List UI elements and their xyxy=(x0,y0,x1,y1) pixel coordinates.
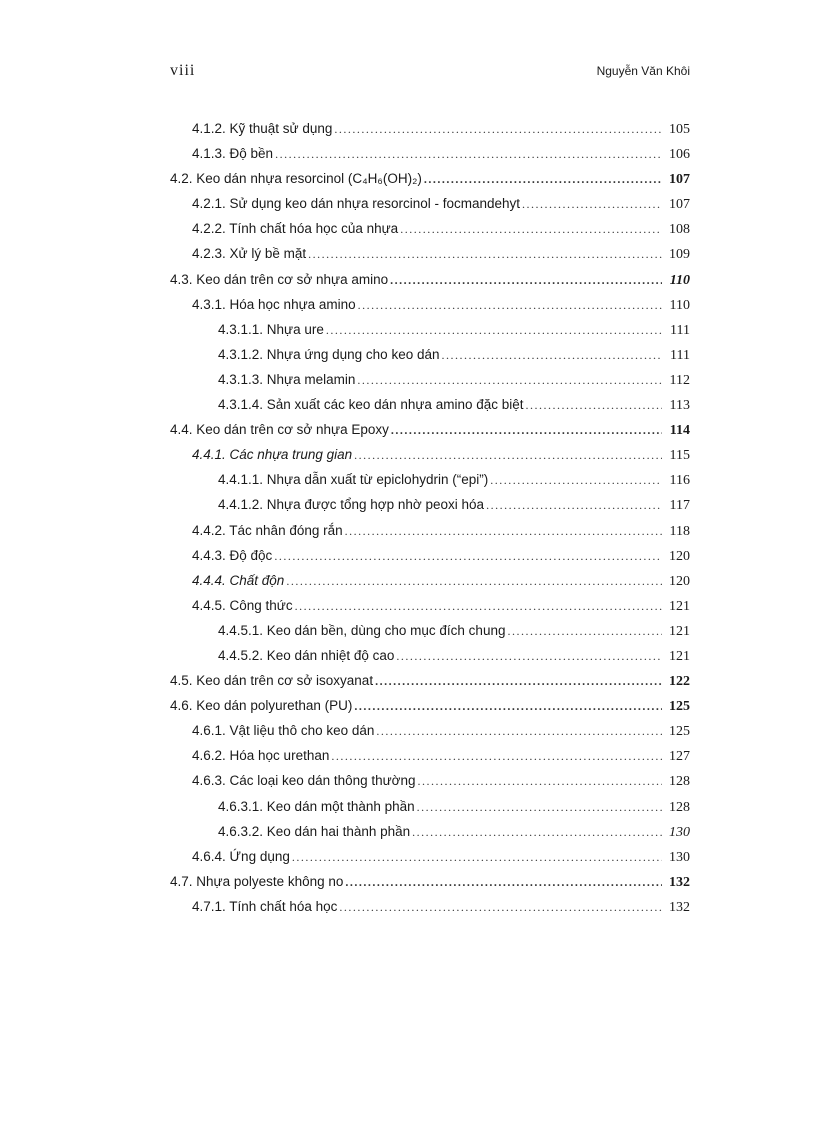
toc-entry-label: 4.3.1.3. Nhựa melamin xyxy=(218,371,356,387)
toc-entry-label: 4.7.1. Tính chất hóa học xyxy=(192,898,338,914)
toc-entry-page: 120 xyxy=(669,548,690,564)
toc-entry-page: 125 xyxy=(669,699,690,715)
toc-entry[interactable] xyxy=(170,116,690,141)
toc-entry-page: 127 xyxy=(669,749,690,765)
toc-entry-label: 4.6.3. Các loại keo dán thông thường xyxy=(192,773,416,789)
toc-entry-page: 112 xyxy=(669,372,690,388)
toc-entry-page: 121 xyxy=(669,623,690,639)
table-of-contents xyxy=(170,116,690,919)
toc-entry-page: 113 xyxy=(669,398,690,414)
toc-entry[interactable] xyxy=(170,417,690,442)
dot-leader xyxy=(424,167,662,192)
toc-entry[interactable] xyxy=(170,442,690,467)
toc-entry[interactable] xyxy=(170,267,690,292)
toc-entry[interactable] xyxy=(170,216,690,241)
toc-entry-page: 132 xyxy=(669,874,690,890)
toc-entry[interactable] xyxy=(170,643,690,668)
dot-leader xyxy=(400,217,662,242)
toc-entry-label: 4.6.2. Hóa học urethan xyxy=(192,748,330,764)
dot-leader xyxy=(286,569,662,594)
dot-leader xyxy=(507,619,662,644)
toc-entry-page: 109 xyxy=(669,247,690,263)
toc-entry-label: 4.6.1. Vật liệu thô cho keo dán xyxy=(192,723,375,739)
toc-entry[interactable] xyxy=(170,668,690,693)
toc-entry-page: 120 xyxy=(669,573,690,589)
toc-entry-label: 4.4.2. Tác nhân đóng rắn xyxy=(192,522,343,538)
toc-entry-label: 4.4.5.1. Keo dán bền, dùng cho mục đích chung xyxy=(218,622,506,638)
dot-leader xyxy=(274,544,662,569)
toc-entry[interactable] xyxy=(170,718,690,743)
dot-leader xyxy=(292,845,662,870)
toc-entry-page: 116 xyxy=(669,473,690,489)
toc-entry-label: 4.2.1. Sử dụng keo dán nhựa resorcinol - focmandehyt xyxy=(192,196,521,212)
toc-entry-label: 4.4.4. Chất độn xyxy=(192,572,285,588)
dot-leader xyxy=(490,468,662,493)
dot-leader xyxy=(326,318,662,343)
dot-leader xyxy=(391,418,662,443)
dot-leader xyxy=(357,368,662,393)
toc-entry[interactable] xyxy=(170,819,690,844)
toc-entry-label: 4.4.1.2. Nhựa được tổng hợp nhờ peoxi hóa xyxy=(218,497,485,513)
dot-leader xyxy=(396,644,662,669)
dot-leader xyxy=(417,795,662,820)
toc-entry-page: 125 xyxy=(669,724,690,740)
dot-leader xyxy=(275,142,662,167)
toc-entry-page: 110 xyxy=(669,272,690,288)
toc-entry-label: 4.5. Keo dán trên cơ sở isoxyanat xyxy=(170,673,374,689)
toc-entry-page: 121 xyxy=(669,598,690,614)
toc-entry-label: 4.2.3. Xử lý bề mặt xyxy=(192,246,307,262)
toc-entry-page: 111 xyxy=(670,347,690,363)
toc-entry[interactable] xyxy=(170,191,690,216)
toc-entry[interactable] xyxy=(170,166,690,191)
toc-entry-label: 4.4.5.2. Keo dán nhiệt độ cao xyxy=(218,647,395,663)
toc-entry-label: 4.2. Keo dán nhựa resorcinol (C₄H₆(OH)₂) xyxy=(170,171,422,187)
dot-leader xyxy=(441,343,662,368)
toc-entry-label: 4.1.2. Kỹ thuật sử dụng xyxy=(192,121,333,136)
toc-entry-page: 106 xyxy=(669,147,690,163)
toc-entry[interactable] xyxy=(170,844,690,869)
toc-entry[interactable] xyxy=(170,141,690,166)
toc-entry[interactable] xyxy=(170,241,690,266)
toc-entry[interactable] xyxy=(170,342,690,367)
toc-entry-label: 4.4.3. Độ độc xyxy=(192,547,273,563)
dot-leader xyxy=(418,769,662,794)
dot-leader xyxy=(376,719,662,744)
toc-entry-label: 4.2.2. Tính chất hóa học của nhựa xyxy=(192,221,399,237)
dot-leader xyxy=(390,268,662,293)
toc-entry-label: 4.7. Nhựa polyeste không no xyxy=(170,873,344,889)
toc-entry-label: 4.6.4. Ứng dụng xyxy=(192,848,290,864)
toc-entry[interactable] xyxy=(170,593,690,618)
dot-leader xyxy=(412,820,662,845)
toc-entry-label: 4.6. Keo dán polyurethan (PU) xyxy=(170,698,353,714)
toc-entry-page: 122 xyxy=(669,674,690,690)
toc-entry-page: 114 xyxy=(669,423,690,439)
toc-entry[interactable] xyxy=(170,743,690,768)
toc-entry[interactable] xyxy=(170,794,690,819)
toc-entry-page: 121 xyxy=(669,648,690,664)
dot-leader xyxy=(345,870,662,895)
toc-entry-label: 4.3.1. Hóa học nhựa amino xyxy=(192,296,356,312)
toc-entry-page: 118 xyxy=(669,523,690,539)
toc-entry-page: 105 xyxy=(669,122,690,137)
dot-leader xyxy=(354,694,662,719)
toc-entry-label: 4.4. Keo dán trên cơ sở nhựa Epoxy xyxy=(170,422,389,438)
toc-entry-page: 128 xyxy=(669,774,690,790)
toc-entry-label: 4.6.3.1. Keo dán một thành phần xyxy=(218,798,415,814)
toc-entry-page: 117 xyxy=(669,498,690,514)
page-number: viii xyxy=(170,62,196,79)
toc-entry[interactable] xyxy=(170,467,690,492)
toc-entry[interactable] xyxy=(170,392,690,417)
toc-entry-label: 4.4.5. Công thức xyxy=(192,597,293,613)
dot-leader xyxy=(526,393,663,418)
toc-entry-label: 4.3.1.2. Nhựa ứng dụng cho keo dán xyxy=(218,346,440,362)
toc-entry[interactable] xyxy=(170,543,690,568)
dot-leader xyxy=(354,443,662,468)
dot-leader xyxy=(522,192,662,217)
toc-entry[interactable] xyxy=(170,618,690,643)
dot-leader xyxy=(334,117,662,142)
toc-entry[interactable] xyxy=(170,693,690,718)
dot-leader xyxy=(358,293,662,318)
toc-entry-label: 4.4.1.1. Nhựa dẫn xuất từ epiclohydrin (“epi”) xyxy=(218,472,489,488)
toc-entry-page: 107 xyxy=(669,172,690,188)
toc-entry-label: 4.3.1.1. Nhựa ure xyxy=(218,321,324,337)
toc-entry[interactable] xyxy=(170,492,690,517)
toc-entry-page: 107 xyxy=(669,197,690,213)
toc-entry[interactable] xyxy=(170,894,690,919)
toc-entry-page: 132 xyxy=(669,899,690,915)
dot-leader xyxy=(345,519,662,544)
toc-entry-label: 4.1.3. Độ bền xyxy=(192,146,274,162)
page-header xyxy=(170,62,690,84)
toc-entry-page: 111 xyxy=(670,322,690,338)
toc-entry[interactable] xyxy=(170,869,690,894)
toc-entry-label: 4.6.3.2. Keo dán hai thành phần xyxy=(218,823,411,839)
dot-leader xyxy=(375,669,662,694)
toc-entry-page: 115 xyxy=(669,448,690,464)
toc-entry-label: 4.3. Keo dán trên cơ sở nhựa amino xyxy=(170,271,389,287)
toc-entry-page: 128 xyxy=(669,799,690,815)
toc-entry-page: 110 xyxy=(669,297,690,313)
toc-entry-label: 4.4.1. Các nhựa trung gian xyxy=(192,447,353,463)
dot-leader xyxy=(486,493,662,518)
running-header-author: Nguyễn Văn Khôi xyxy=(596,64,690,78)
toc-entry-label: 4.3.1.4. Sản xuất các keo dán nhựa amino đặc biệt xyxy=(218,397,524,413)
toc-entry[interactable] xyxy=(170,367,690,392)
dot-leader xyxy=(308,242,662,267)
toc-entry[interactable] xyxy=(170,292,690,317)
dot-leader xyxy=(331,744,662,769)
toc-entry-page: 130 xyxy=(669,849,690,865)
toc-entry-page: 108 xyxy=(669,222,690,238)
dot-leader xyxy=(339,895,662,920)
toc-entry-page: 130 xyxy=(669,824,690,840)
toc-entry[interactable] xyxy=(170,568,690,593)
toc-entry[interactable] xyxy=(170,317,690,342)
toc-entry[interactable] xyxy=(170,518,690,543)
toc-entry[interactable] xyxy=(170,768,690,793)
dot-leader xyxy=(295,594,662,619)
